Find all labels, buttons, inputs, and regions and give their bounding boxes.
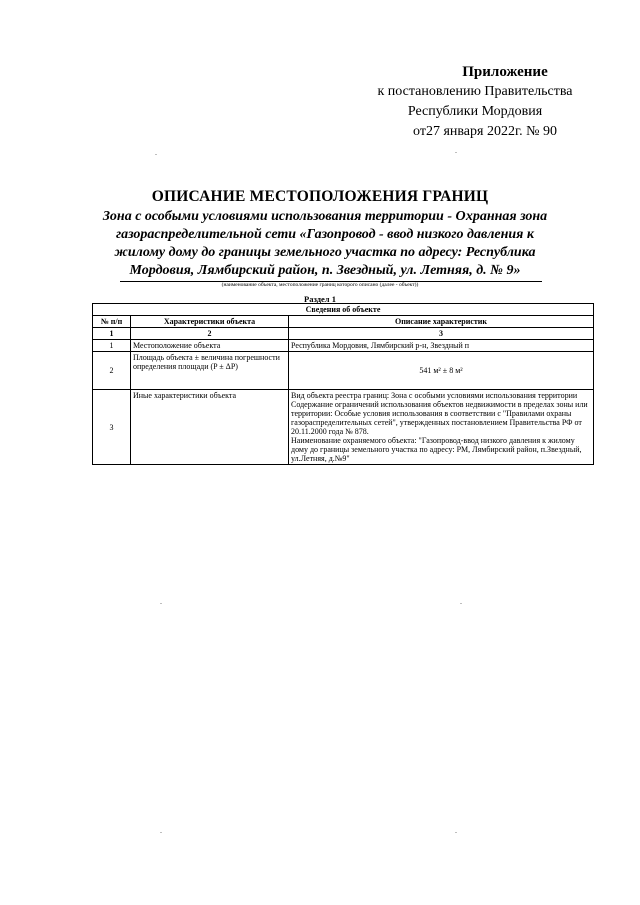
row-description xyxy=(289,390,594,465)
column-number-3: 3 xyxy=(289,328,594,340)
row-characteristic: Иные характеристики объекта xyxy=(131,390,289,465)
header-number: № п/п xyxy=(93,316,131,328)
row-description: Республика Мордовия, Лямбирский р-н, Звездный п xyxy=(289,340,594,352)
description-line: Вид объекта реестра границ: Зона с особыми условиями использования территории xyxy=(291,391,578,400)
header-characteristic: Характеристики объекта xyxy=(131,316,289,328)
table-row xyxy=(93,352,594,390)
row-description: 541 м² ± 8 м² xyxy=(289,352,594,390)
column-number-1: 1 xyxy=(93,328,131,340)
scan-speck: . xyxy=(460,597,462,606)
row-characteristic: Местоположение объекта xyxy=(131,340,289,352)
table-row xyxy=(93,390,594,465)
scan-speck: . xyxy=(455,146,457,155)
description-line: Наименование охраняемого объекта: "Газопровод-ввод низкого давления к жилому дому до границы земельного участка по адресу: РМ, Лямбирский район, п.Звездный, ул.Летняя, д.№9" xyxy=(291,436,582,463)
appendix-title: Приложение xyxy=(462,64,548,80)
row-number: 3 xyxy=(93,390,131,465)
description-line: Содержание ограничений использования объектов недвижимости в пределах зоны или территории: Особые условия использования в соответствии с "Правилами охраны газораспределительных сетей", утвержденных постановлением Правительства РФ от 20.11.2000 года № 878. xyxy=(291,400,588,436)
object-caption: (наименование объекта, местоположение границ которого описано (далее - объект)) xyxy=(221,282,419,288)
scan-speck: . xyxy=(160,597,162,606)
scan-speck: . xyxy=(455,826,457,835)
appendix-line-resolution: к постановлению Правительства xyxy=(377,84,573,99)
row-number: 2 xyxy=(93,352,131,390)
column-number-2: 2 xyxy=(131,328,289,340)
table-row xyxy=(93,340,594,352)
appendix-date: от27 января 2022г. № 90 xyxy=(413,124,557,139)
document-subtitle: Зона с особыми условиями использования территории - Охранная зона газораспределительной сети «Газопровод - ввод низкого давления к жилому дому до границы земельного участка по адресу: Республика Мордовия, Лямбирский район, п. Звездный, ул. Летняя, д. № 9» xyxy=(102,209,548,278)
scan-speck: . xyxy=(155,148,157,157)
section-heading: Раздел 1 xyxy=(304,294,336,304)
row-number: 1 xyxy=(93,340,131,352)
header-description: Описание характеристик xyxy=(289,316,594,328)
document-title: ОПИСАНИЕ МЕСТОПОЛОЖЕНИЯ ГРАНИЦ xyxy=(151,188,489,205)
object-info-table xyxy=(92,303,594,465)
appendix-header xyxy=(360,62,590,142)
scan-speck: . xyxy=(160,826,162,835)
appendix-line-republic: Республики Мордовия xyxy=(407,104,543,119)
row-characteristic: Площадь объекта ± величина погрешности определения площади (P ± ΔP) xyxy=(131,352,289,390)
table-caption: Сведения об объекте xyxy=(93,304,594,316)
